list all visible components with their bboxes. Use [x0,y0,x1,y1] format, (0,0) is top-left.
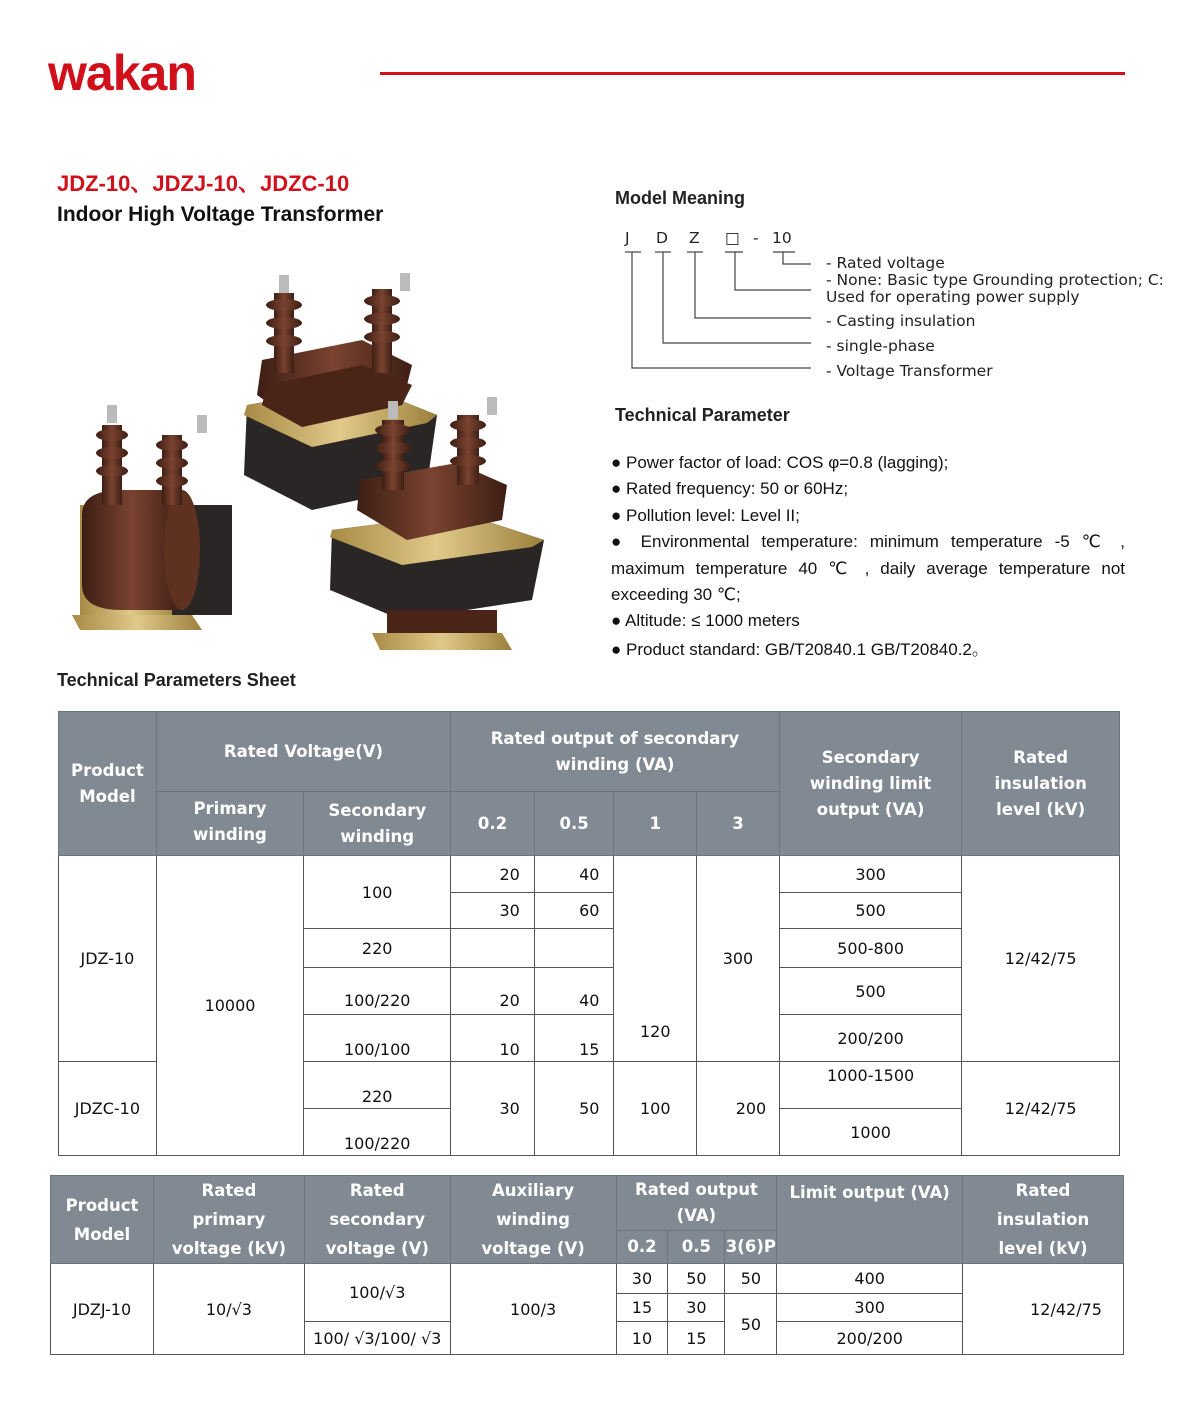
cell: 60 [534,893,614,929]
cell-limit: 500 [779,893,961,929]
th2-limit-output: Limit output (VA) [777,1176,963,1264]
brand-logo: wakan [48,45,196,101]
th-acc-0-5: 0.5 [534,792,614,856]
cell: 10 [451,1015,535,1062]
cell-sec-100-sqrt3: 100/√3 [304,1264,450,1322]
param-power-factor: ● Power factor of load: COS φ=0.8 (lagging); [611,453,949,472]
cell: 30 [668,1294,725,1322]
cell-model-jdz: JDZ-10 [59,856,157,1062]
model-meaning-heading: Model Meaning [615,188,745,208]
cell-sec-100-220: 100/220 [304,968,451,1015]
svg-text:-: - [753,229,759,247]
cell-model-jdzj: JDZJ-10 [51,1264,154,1355]
cell-limit: 1000 [779,1109,961,1156]
tech-param-list [611,450,1125,663]
th2-insulation: Rated insulation level (kV) [963,1176,1124,1264]
cell-limit: 500-800 [779,929,961,968]
param-standard: ● Product standard: GB/T20840.1 GB/T20840.2。 [611,639,989,659]
cell: 30 [616,1264,668,1294]
cell-limit: 200/200 [777,1322,963,1355]
cell: 15 [668,1322,725,1355]
cell: 200 [697,1062,780,1156]
param-frequency: ● Rated frequency: 50 or 60Hz; [611,479,849,499]
th-acc-3: 3 [697,792,780,856]
th-insulation: Rated insulation level (kV) [962,712,1120,856]
cell-limit: 500 [779,968,961,1015]
model-meaning-diagram [615,222,1175,387]
th2-auxiliary: Auxiliary winding voltage (V) [450,1176,616,1264]
meaning-single-phase: - single-phase [826,337,935,355]
th-acc-1: 1 [614,792,697,856]
meaning-voltage-transformer: - Voltage Transformer [826,362,993,380]
cell: 50 [534,1062,614,1156]
cell-class3-300: 300 [697,856,780,1062]
th2-rated-output: Rated output (VA) [616,1176,777,1231]
th-acc-0-2: 0.2 [451,792,535,856]
th-limit-output: Secondary winding limit output (VA) [779,712,961,856]
th-secondary: Secondary winding [304,792,451,856]
th2-rated-secondary: Rated secondary voltage (V) [304,1176,450,1264]
cell-empty [534,929,614,968]
svg-text:D: D [656,229,668,247]
cell-class1-120: 120 [614,856,697,1062]
cell-primary-10-sqrt3: 10/√3 [153,1264,304,1355]
th2-product-model: Product Model [51,1176,154,1264]
cell-model-jdzc: JDZC-10 [59,1062,157,1156]
cell-sec-220: 220 [304,1062,451,1109]
cell-sec-220: 220 [304,929,451,968]
cell-limit: 1000-1500 [779,1062,961,1109]
th-rated-output: Rated output of secondary winding (VA) [451,712,780,792]
th-product-model: Product Model [59,712,157,856]
svg-text:10: 10 [772,229,792,247]
param-altitude: ● Altitude: ≤ 1000 meters [611,611,800,631]
th2-acc-0-5: 0.5 [668,1230,725,1263]
th2-rated-primary: Rated primary voltage (kV) [153,1176,304,1264]
cell-limit: 200/200 [779,1015,961,1062]
tech-param-heading: Technical Parameter [615,405,790,425]
cell: 50 [725,1294,777,1355]
param-pollution: ● Pollution level: Level II; [611,505,800,525]
cell-auxiliary: 100/3 [450,1264,616,1355]
meaning-casting: - Casting insulation [826,312,976,330]
transformer-jdzc-left [72,405,232,630]
cell: 100 [614,1062,697,1156]
cell: 40 [534,968,614,1015]
th2-acc-3-6p: 3(6)P [725,1230,777,1263]
sheet-heading: Technical Parameters Sheet [57,670,296,690]
cell: 20 [451,856,535,893]
th-rated-voltage: Rated Voltage(V) [156,712,450,792]
cell-limit: 400 [777,1264,963,1294]
param-temperature: ● Environmental temperature: minimum temperature -5 ℃ , maximum temperature 40 ℃ , daily average temperature not exceeding 30 ℃; [611,532,1125,605]
parameters-table-2 [50,1175,1124,1355]
cell-sec-100-220: 100/220 [304,1109,451,1156]
parameters-table-1 [58,711,1120,1156]
product-title: Indoor High Voltage Transformer [57,203,384,226]
model-code [624,229,792,247]
cell: 30 [451,1062,535,1156]
product-photo [62,265,562,655]
cell-insulation-jdzc: 12/42/75 [962,1062,1120,1156]
cell: 10 [616,1322,668,1355]
th2-acc-0-2: 0.2 [616,1230,668,1263]
header-divider [380,72,1125,75]
cell-sec-100-100: 100/100 [304,1015,451,1062]
models-title: JDZ-10、JDZJ-10、JDZC-10 [57,171,350,196]
cell-sec-100: 100 [304,856,451,929]
svg-text:Z: Z [689,229,700,247]
cell: 50 [668,1264,725,1294]
cell-limit: 300 [777,1294,963,1322]
meaning-rated-voltage: - Rated voltage [826,254,945,272]
cell-primary-10000: 10000 [156,856,303,1156]
cell-insulation-jdzj: 12/42/75 [963,1264,1124,1355]
cell-empty [451,929,535,968]
cell: 40 [534,856,614,893]
cell: 20 [451,968,535,1015]
cell: 50 [725,1264,777,1294]
cell-insulation-jdz: 12/42/75 [962,856,1120,1062]
meaning-operating-power: Used for operating power supply [826,288,1080,306]
cell-limit: 300 [779,856,961,893]
cell-sec-double: 100/ √3/100/ √3 [304,1322,450,1355]
svg-text:J: J [625,229,630,247]
cell: 15 [616,1294,668,1322]
meaning-grounding: - None: Basic type Grounding protection; C: [826,271,1164,289]
th-primary: Primary winding [156,792,303,856]
cell: 15 [534,1015,614,1062]
cell: 30 [451,893,535,929]
svg-text:□: □ [725,229,740,247]
